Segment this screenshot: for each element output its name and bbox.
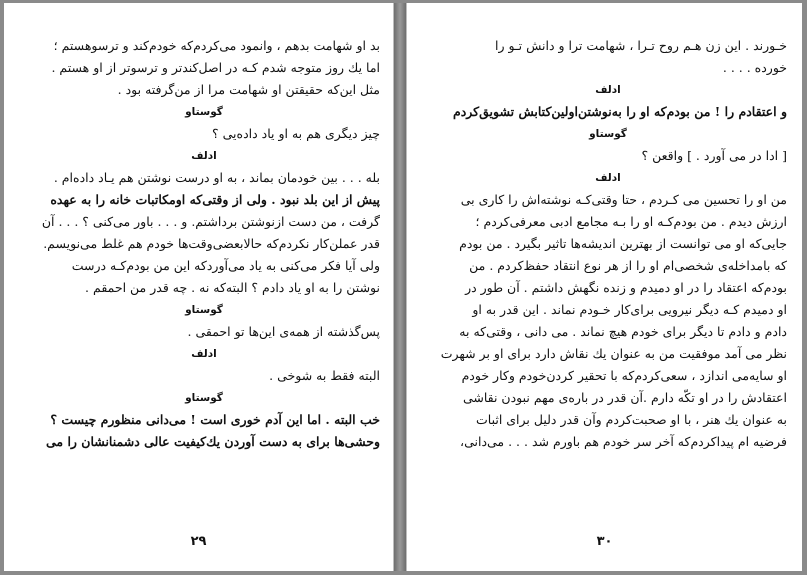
text-line: و اعتقادم را ! من بودم‌که او را به‌نوشتن‌اولین‌کتابش تشویق‌کردم	[452, 104, 787, 119]
text-line: خب البته . اما این آدم خوری است ! می‌دانی منظورم چیست ؟	[50, 412, 380, 427]
left-page-number: ۲۹	[190, 534, 207, 549]
text-line: نوشتن را به او یاد دادم ؟ البته‌که نه . چه قدر من احمقم .	[85, 280, 380, 295]
text-line: به عنوان یك هنر ، با او صحبت‌کردم وآن قدر دلیل برای اثبات	[476, 412, 787, 427]
text-line: وحشی‌ها برای به دست آوردن یك‌كیفیت عالی دشمنانشان را می	[45, 434, 380, 449]
speaker-name: ادلف	[595, 172, 621, 184]
text-line: او دمیدم کـه دیگر نیرویی برای‌کار خـودم نماند . این قدر به او	[472, 302, 787, 317]
text-line: گرفت ، من دست ازنوشتن برداشتم. و . . . باور می‌کنی ؟ . . . آن	[41, 214, 380, 229]
text-line: بودم‌که اعتقاد را در او دمیدم و زنده نگهش داشتم . آن طور در	[465, 280, 787, 295]
text-line: پس‌گذشته از همه‌ی این‌ها تو احمقی .	[187, 324, 380, 339]
text-line: جایی‌که او می توانست از بهترین اندیشه‌ها تاثیر بگیرد . من بودم	[459, 236, 787, 251]
right-page	[406, 3, 802, 571]
text-line: نظر می آمد موفقیت من به عنوان یك نقاش دارد برای او بر شهرت	[440, 346, 787, 361]
text-line: بد او شهامت بدهم ، وانمود می‌کردم‌که خودم‌کند و ترسوهستم ؛	[53, 38, 380, 53]
speaker-name: گوستاو	[589, 128, 627, 140]
text-line: او سایه‌می اندازد ، سعی‌کردم‌که با تحقیر کردن‌خودم وکار خودم	[461, 368, 787, 383]
speaker-name: گوستاو	[185, 392, 223, 404]
text-line: بله . . . بین خودمان بماند ، به او درست نوشتن هم یـاد داده‌ام .	[53, 170, 380, 185]
text-line: چیز دیگری هم به او یاد داده‌یی ؟	[212, 126, 380, 141]
text-line: مثل این‌که حقیقتن او شهامت مرا از من‌گرفته بود .	[117, 82, 380, 97]
left-page-text	[28, 35, 380, 453]
speaker-name: ادلف	[191, 348, 217, 360]
book-gutter	[394, 3, 406, 571]
text-line: خـورند . این زن هـم روح تـرا ، شهامت ترا و دانش تـو را	[495, 38, 787, 53]
text-line: دادم و دادم تا دیگر برای خودم هیچ نماند . می دانی ، وقتی‌که به	[459, 324, 787, 339]
text-line: پیش از این بلد نبود . ولی از وقتی‌که اومکاتبات خانه را به عهده	[50, 192, 380, 207]
text-line: ولی آیا فکر می‌کنی به یاد می‌آورد‌که این من بودم‌کـه درست	[71, 258, 380, 273]
speaker-name: ادلف	[595, 84, 621, 96]
right-page-number: ۳۰	[596, 534, 613, 549]
text-line: که بامداخله‌ی شخصی‌ام او را از هر نوع انتقاد حفظ‌کردم . من	[469, 258, 787, 273]
text-line: اما یك روز متوجه شدم كـه در اصل‌كندتر و ترسوتر از او هستم .	[51, 60, 380, 75]
text-line: البته فقط به شوخی .	[269, 368, 380, 383]
speaker-name: ادلف	[191, 150, 217, 162]
right-page-text	[429, 35, 787, 453]
text-line: [ ادا در می آورد . ] واقعن ؟	[641, 148, 787, 163]
text-line: قدر عملن‌کار نکردم‌که حالابعضی‌وقت‌ها خودم هم غلط می‌نویسم.	[43, 236, 380, 251]
speaker-name: گوستاو	[185, 304, 223, 316]
text-line: اعتقادش را در او تکّه دارم .آن قدر در باره‌ی مهم نبودن نقاشی	[462, 390, 787, 405]
text-line: من او را تحسین می کـردم ، حتا وقتی‌کـه نوشته‌اش را کاری بی	[460, 192, 787, 207]
left-page	[4, 3, 394, 571]
text-line: خورده . . . .	[722, 60, 787, 75]
speaker-name: گوستاو	[185, 106, 223, 118]
text-line: فرضیه ام پیداکردم‌که آخر سر خودم هم باورم شد . . . می‌دانی،	[460, 434, 787, 449]
text-line: ارزش دیدم . من بودم‌کـه او را بـه مجامع ادبی معرفی‌کردم ؛	[475, 214, 787, 229]
